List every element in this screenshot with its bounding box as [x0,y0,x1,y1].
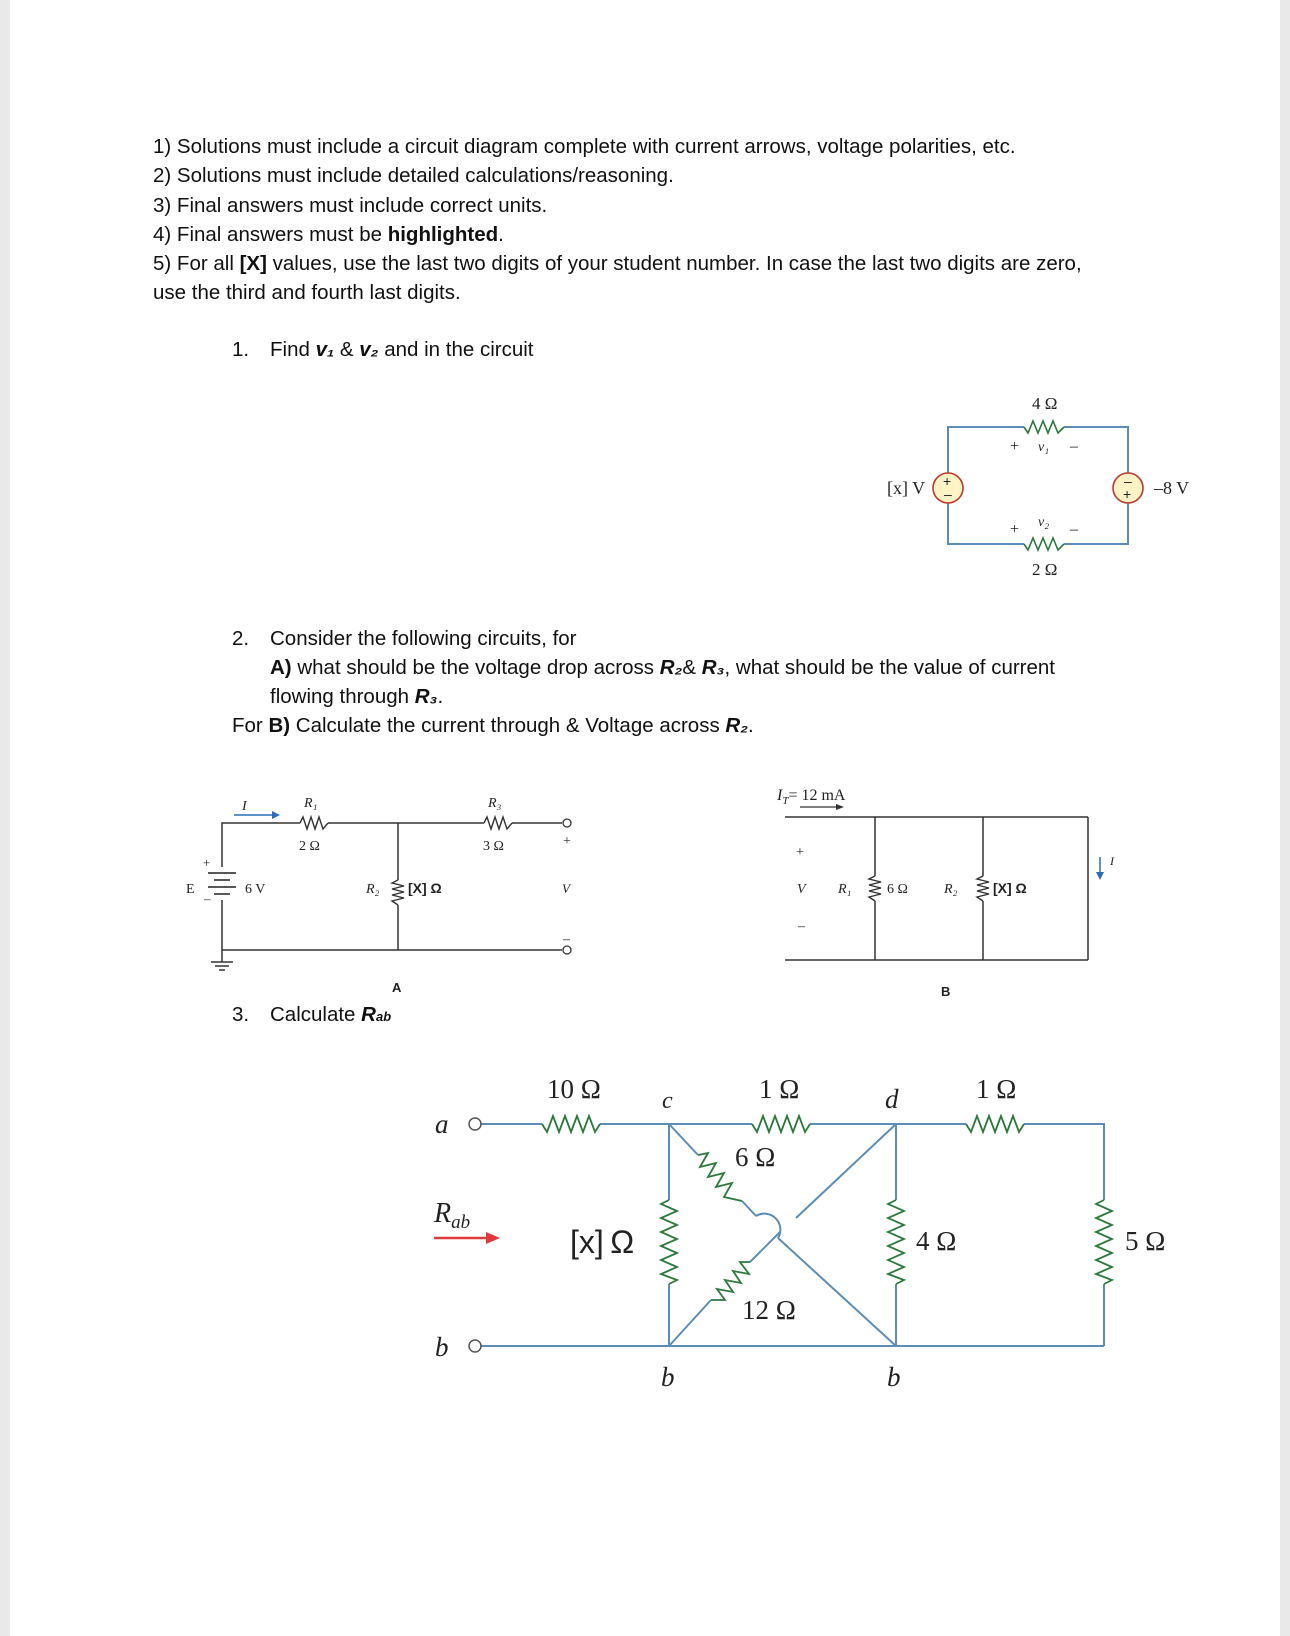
node-a-label: a [435,1109,449,1139]
r2-value: [X] Ω [993,880,1027,896]
rule-1: 1) Solutions must include a circuit diagram complete with current arrows, voltage polarities, etc. [153,135,1016,158]
caption-b: B [941,984,951,999]
r5-label: 5 Ω [1125,1226,1166,1256]
r1-label: R₁ [838,882,852,897]
node-c-label: c [662,1088,673,1114]
question-2: 2. Consider the following circuits, for [232,627,577,650]
circuit-3-diagram [10,0,1280,1636]
r10-label: 10 Ω [547,1074,601,1104]
r1b-label: 1 Ω [976,1074,1017,1104]
rule-5-continued: use the third and fourth last digits. [153,281,461,304]
caption-a: A [392,980,402,995]
node-d-label: d [885,1084,899,1114]
question-3: 3. Calculate Rab [232,1003,392,1026]
v2-label: v₂ [1038,515,1050,530]
rule-5: 5) For all [X] values, use the last two digits of your student number. In case the last two digits are zero, [153,252,1082,275]
r3-value: 3 Ω [483,839,504,854]
v1-label: v₁ [1038,440,1050,455]
question-2-part-b: For B) Calculate the current through & Voltage across R₂. [232,714,754,737]
r2-value: [X] Ω [408,880,442,896]
r3-label: R₃ [488,796,502,811]
question-2-part-a: A) what should be the voltage drop across R₂& R₃, what should be the value of current [270,656,1055,679]
question-1: 1. Find v₁ & v₂ and in the circuit [232,338,534,361]
node-b-label-2: b [887,1362,901,1392]
r1-value: 6 Ω [887,882,908,897]
svg-text:–: – [944,486,952,502]
r1-value: 2 Ω [299,839,320,854]
rule-4: 4) Final answers must be highlighted. [153,223,504,246]
svg-text:–: – [1070,438,1078,455]
r1-label: R₁ [304,796,318,811]
node-b-label-1: b [661,1362,675,1392]
i-label: I [1110,854,1114,868]
node-b-label: b [435,1332,449,1362]
rule-3: 3) Final answers must include correct units. [153,194,548,217]
highlighted-word: highlighted [387,223,499,246]
document-page [10,0,1280,1636]
source-right-label: –8 V [1154,478,1190,498]
rab-label: $R_{ab}$ [434,1198,471,1233]
source-left-plus: + [943,473,952,489]
svg-text:+: + [563,834,571,849]
r6-label: 6 Ω [735,1142,776,1172]
svg-text:+: + [796,845,804,860]
svg-text:–: – [798,919,805,934]
svg-text:+: + [1123,486,1132,502]
svg-text:–: – [563,932,570,947]
v-label: V [562,881,570,896]
source-right-minus: – [1124,473,1132,489]
svg-text:–: – [1070,521,1078,538]
it-label: $I_T= 12$ mA [777,787,846,807]
r4-label: 4 Ω [916,1226,957,1256]
r-top-label: 4 Ω [1032,394,1058,413]
r1a-label: 1 Ω [759,1074,800,1104]
svg-text:+: + [1010,438,1020,455]
v-label: V [797,882,806,897]
r12-label: 12 Ω [742,1295,796,1325]
svg-text:–: – [204,891,211,906]
e-label: E [186,882,195,897]
current-i-label: I [242,799,247,814]
rx-label: [x] Ω [570,1224,635,1260]
svg-text:+: + [203,855,211,870]
question-2-part-a-cont: flowing through R₃. [270,685,444,708]
rule-2: 2) Solutions must include detailed calculations/reasoning. [153,164,674,187]
r-bottom-label: 2 Ω [1032,560,1058,579]
r2-label: R₂ [366,882,380,897]
svg-text:+: + [1010,521,1020,538]
r2-label: R₂ [944,882,958,897]
source-left-label: [x] V [887,478,926,498]
e-value: 6 V [245,882,266,897]
